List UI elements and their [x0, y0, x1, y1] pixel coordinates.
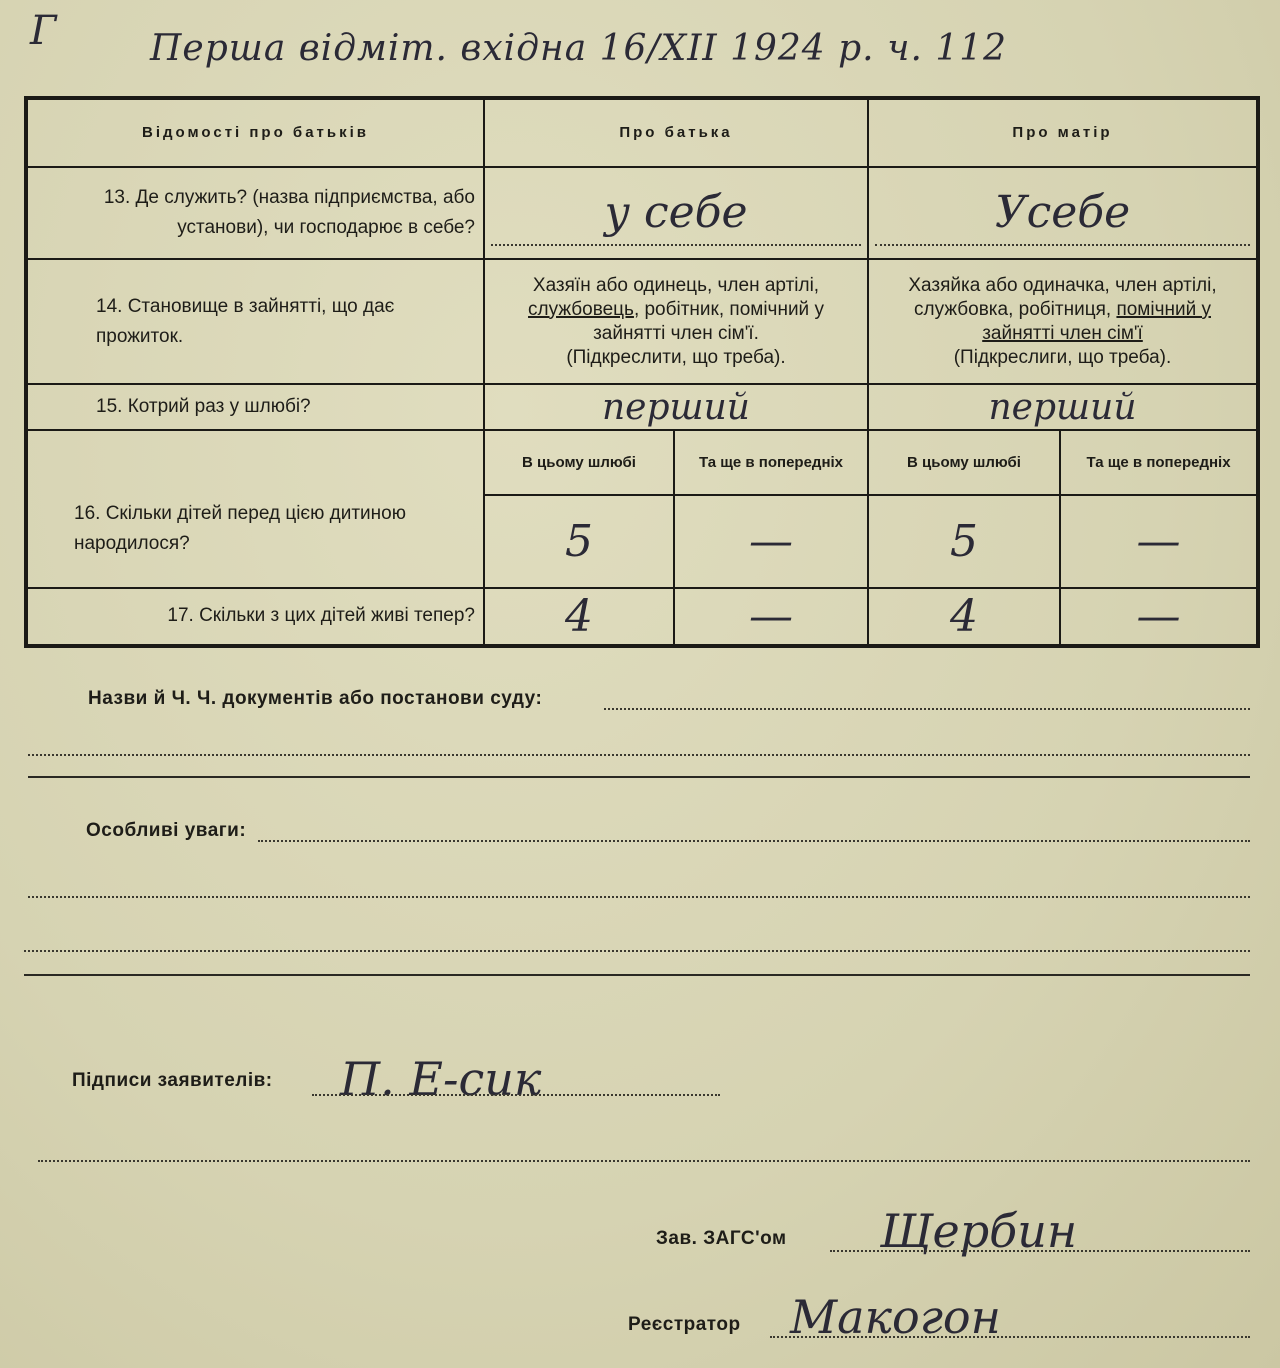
- q13-mother-text: Усебе: [994, 187, 1131, 239]
- q14-father-opt-3: , робітник, помічний у зайнятті член сім'ї.: [593, 298, 824, 344]
- dotted-line: [875, 244, 1250, 246]
- head-signature: Щербин: [880, 1204, 1078, 1258]
- q14-father-opt-1: Хазяїн або одинець, член артілі,: [532, 274, 820, 296]
- handwritten-header-note: Перша відміт. вхідна 16/XII 1924 р. ч. 112: [150, 28, 1008, 69]
- documents-label: Назви й Ч. Ч. документів або постанови суду:: [88, 688, 543, 709]
- q17-mother-prev: —: [1060, 588, 1258, 646]
- q14-father-underlined: службовець: [528, 298, 634, 320]
- q17-question: 17. Скільки з цих дітей живі тепер?: [26, 588, 484, 646]
- notes-line-1: [258, 840, 1250, 842]
- notes-line-3: [24, 950, 1250, 952]
- q17-mother-this: 4: [868, 588, 1060, 646]
- corner-mark: Г: [30, 8, 57, 54]
- q16-father-previous-header: Та ще в попередніх: [674, 430, 868, 494]
- row-q16-subheaders: [26, 430, 1258, 494]
- q16-mother-this: 5: [868, 495, 1060, 588]
- notes-label: Особливі уваги:: [86, 820, 247, 841]
- q16-father-this-marriage-header: В цьому шлюбі: [484, 430, 674, 494]
- applicants-label: Підписи заявителів:: [72, 1070, 273, 1091]
- row-q14: [26, 259, 1258, 384]
- q16-father-prev: —: [674, 495, 868, 588]
- q13-father-text: у себе: [604, 187, 748, 239]
- q14-question: 14. Становище в зайнятті, що дає прожиток.: [26, 259, 484, 384]
- notes-separator: [24, 974, 1250, 976]
- q16-question: 16. Скільки дітей перед цією дитиною народилося?: [26, 430, 484, 587]
- table-header-row: [26, 98, 1258, 167]
- q13-father-answer: [484, 167, 868, 260]
- q14-mother-opt-1: Хазяйка або одиначка, член артілі, службовка, робітниця,: [908, 274, 1217, 320]
- row-q17: [26, 588, 1258, 646]
- q14-father-instruction: (Підкреслити, що треба).: [566, 346, 786, 368]
- header-parents-info: Відомості про батьків: [26, 98, 484, 167]
- applicants-line: [312, 1094, 720, 1096]
- q16-mother-this-marriage-header: В цьому шлюбі: [868, 430, 1060, 494]
- q16-mother-prev: —: [1060, 495, 1258, 588]
- header-mother: Про матір: [868, 98, 1258, 167]
- q17-father-prev: —: [674, 588, 868, 646]
- documents-line-1: [604, 708, 1250, 710]
- q14-mother-options: [868, 259, 1258, 384]
- registrar-signature: Макогон: [790, 1290, 1001, 1344]
- q14-mother-instruction: (Підкреслиги, що треба).: [953, 346, 1172, 368]
- registrar-line: [770, 1336, 1250, 1338]
- registrar-label: Реєстратор: [628, 1314, 741, 1335]
- documents-line-2: [28, 754, 1250, 756]
- head-line: [830, 1250, 1250, 1252]
- header-father: Про батька: [484, 98, 868, 167]
- q17-father-this: 4: [484, 588, 674, 646]
- q13-mother-answer: [868, 167, 1258, 260]
- q14-mother-underlined: помічний у зайнятті член сім'ї: [982, 298, 1211, 344]
- parents-info-table: [24, 96, 1260, 648]
- q13-question: 13. Де служить? (назва підприємства, або установи), чи господарює в себе?: [26, 167, 484, 260]
- q14-father-options: [484, 259, 868, 384]
- head-label: Зав. ЗАГС'ом: [656, 1228, 787, 1249]
- dotted-line: [491, 244, 861, 246]
- q15-question: 15. Котрий раз у шлюбі?: [26, 384, 484, 430]
- q16-father-this: 5: [484, 495, 674, 588]
- q15-mother-answer: перший: [868, 384, 1258, 430]
- documents-separator: [28, 776, 1250, 778]
- q16-mother-previous-header: Та ще в попередніх: [1060, 430, 1258, 494]
- notes-line-2: [28, 896, 1250, 898]
- row-q13: [26, 167, 1258, 260]
- applicants-signature: П. Е-сик: [340, 1052, 542, 1106]
- row-q15: [26, 384, 1258, 430]
- q15-father-answer: перший: [484, 384, 868, 430]
- applicants-line-2: [38, 1160, 1250, 1162]
